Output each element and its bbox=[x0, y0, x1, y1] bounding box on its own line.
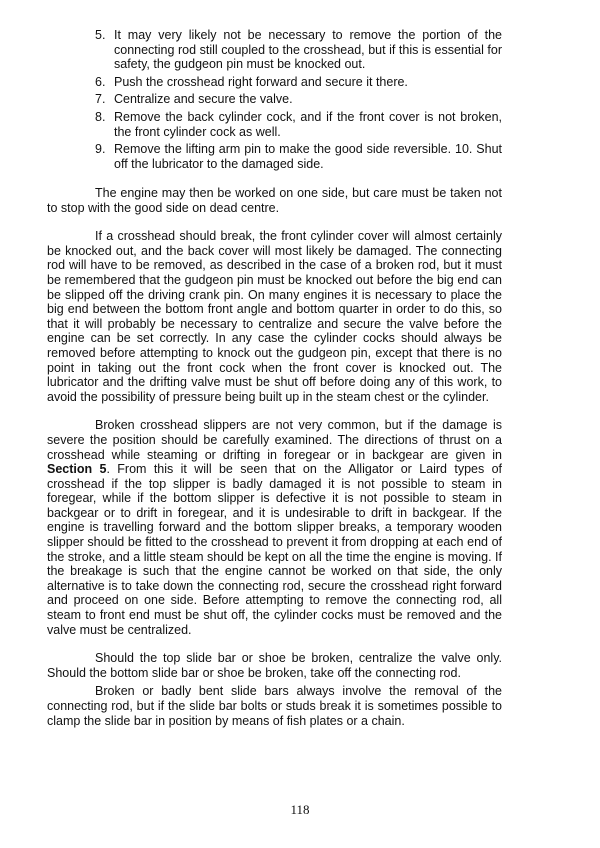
list-text: Push the crosshead right forward and secure it there. bbox=[114, 74, 408, 89]
list-number: 9. bbox=[95, 142, 106, 157]
list-item bbox=[95, 28, 502, 72]
list-number: 5. bbox=[95, 28, 106, 42]
list-text: Remove the lifting arm pin to make the good side reversible. 10. Shut off the lubricator to the damaged side. bbox=[114, 142, 502, 171]
list-text: It may very likely not be necessary to remove the portion of the connecting rod still coupled to the crosshead, but if this is essential for safety, the gudgeon pin must be knocked out. bbox=[114, 28, 502, 72]
section-reference: Section 5 bbox=[47, 462, 107, 477]
list-item bbox=[95, 142, 502, 171]
list-text: Centralize and secure the valve. bbox=[114, 92, 293, 107]
page-number: 118 bbox=[290, 802, 310, 817]
slippers-text-start: Broken crosshead slippers are not very common, but if the damage is severe the position should be carefully examined. The directions of thrust on a crosshead while steaming or drifting in foregear or in backgear are given in bbox=[47, 418, 502, 462]
list-item bbox=[95, 92, 502, 107]
list-text: Remove the back cylinder cock, and if the front cover is not broken, the front cylinder cock as well. bbox=[114, 109, 502, 139]
slippers-text-end: . From this it will be seen that on the Alligator or Laird types of crosshead if the top slipper is badly damaged it is not possible to steam in foregear, while if the bottom slipper is defective it is not possible to steam in backgear or to drift in foregear, and it is undesirable to drift in backgear. If the engine is travelling forward and the bottom slipper breaks, a temporary wooden slipper should be fitted to the crosshead to prevent it from dropping at each end of the stroke, and a little steam should be kept on all the time the engine is moving. If the breakage is such that the engine cannot be worked on that side, the only alternative is to take down the connecting rod, secure the crosshead right forward and proceed on one side. Before attempting to remove the connecting rod, all steam to front end must be shut off, the cylinder cocks must be removed and the valve must be centralized. bbox=[47, 462, 503, 637]
paragraph-crosshead-slippers bbox=[47, 418, 502, 637]
paragraph-slide-bars: Broken or badly bent slide bars always involve the removal of the connecting rod, but if the slide bar bolts or studs break it is sometimes possible to clamp the slide bar in position by means of fish plates or a chain. bbox=[47, 684, 502, 728]
list-item bbox=[95, 75, 502, 90]
list-number: 8. bbox=[95, 109, 106, 124]
list-number: 6. bbox=[95, 74, 106, 89]
numbered-list bbox=[95, 28, 502, 174]
list-item bbox=[95, 110, 502, 139]
paragraph-slide-bar-shoe: Should the top slide bar or shoe be broken, centralize the valve only. Should the bottom slide bar or shoe be broken, take off the connecting rod. bbox=[47, 651, 502, 680]
paragraph-one-side: The engine may then be worked on one side, but care must be taken not to stop with the good side on dead centre. bbox=[47, 186, 502, 215]
body-text bbox=[47, 186, 502, 728]
paragraph-crosshead-break: If a crosshead should break, the front cylinder cover will almost certainly be knocked out, and the back cover will most likely be damaged. The connecting rod will have to be removed, as described in the case of a broken rod, but it must be remembered that the gudgeon pin must be knocked out before the big end can be slipped off the driving crank pin. On many engines it is necessary to place the big end between the bottom front angle and bottom quarter in order to do this, so that it will probably be necessary to centralize and secure the valve before the engine can be set correctly. In any case the cylinder cocks should always be removed before attempting to knock out the gudgeon pin, except that there is no point in taking out the front cock when the front cover is knocked out. The lubricator and the drifting valve must be shut off before doing any of this work, to avoid the possibility of pressure being built up in the steam chest or the cylinder. bbox=[47, 229, 502, 404]
list-number: 7. bbox=[95, 92, 106, 107]
